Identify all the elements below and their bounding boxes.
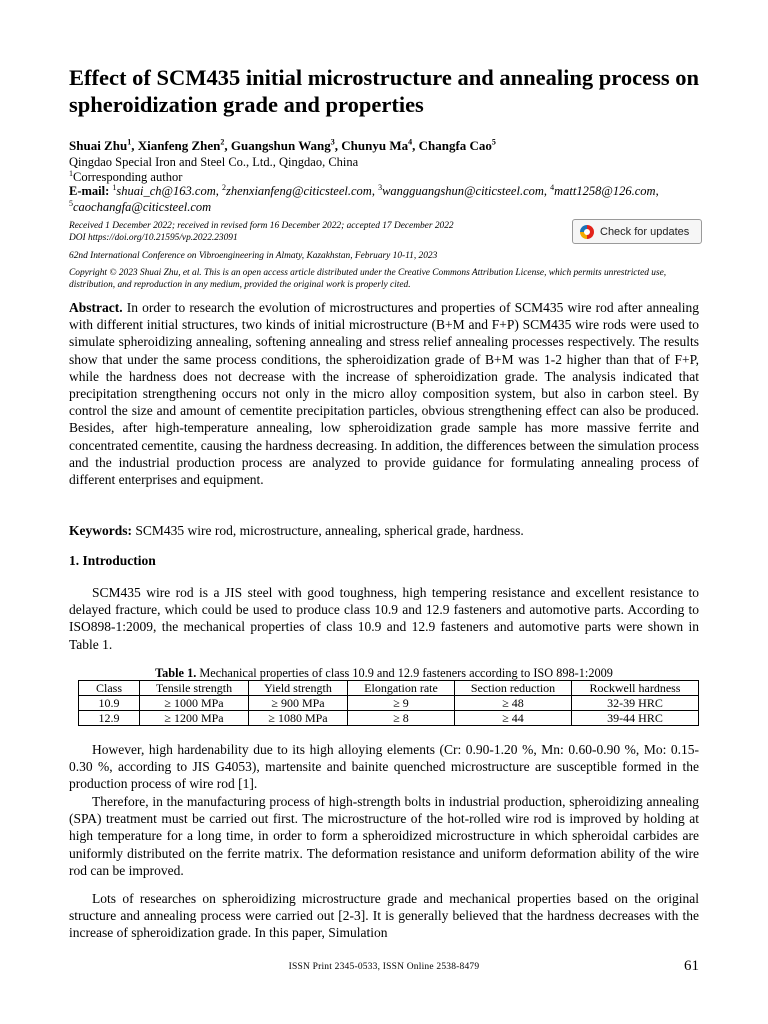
table-cell: ≥ 1000 MPa <box>140 696 249 711</box>
email-link[interactable]: wangguangshun@citicsteel.com <box>382 184 544 198</box>
keywords <box>69 522 699 539</box>
table-cell: ≥ 8 <box>348 711 455 726</box>
page-footer: ISSN Print 2345-0533, ISSN Online 2538-8479 <box>288 962 480 972</box>
conference-info: 62nd International Conference on Vibroengineering in Almaty, Kazakhstan, February 10-11, 2023 <box>69 251 438 261</box>
author: Shuai Zhu <box>69 138 128 153</box>
email-link[interactable]: matt1258@126.com <box>554 184 656 198</box>
table-cell: ≥ 9 <box>348 696 455 711</box>
author: Chunyu Ma <box>341 138 409 153</box>
column-header: Section reduction <box>455 681 572 696</box>
email-label: E-mail: <box>69 184 110 198</box>
abstract-text: In order to research the evolution of microstructures and properties of SCM435 wire rod after annealing with different initial structures, two kinds of initial microstructure (B+M and F+P) SCM435 wire rods were used to simulate spheroidizing annealing, softening annealing and stress relief annealing processes respectively. The results show that under the same process conditions, the spheroidization grade of B+M was 1-2 higher than that of F+P, while the hardness does not decrease with the increase of spheroidization grade. The analysis indicated that precipitation strengthening occurs not only in the micro alloy composition system, but also in carbon steel. By control the size and amount of cementite precipitation particles, obvious strengthening effect can also be produced. Besides, after high-temperature annealing, low spheroidization grade sample has more massive ferrite and concentrated cementite, causing the hardness decreasing. In addition, the differences between the simulation process and the industrial production process are analyzed to provide guidance for formulating annealing process of different enterprises and equipment. <box>69 300 700 488</box>
crossmark-icon <box>580 225 594 239</box>
table-cell: 12.9 <box>79 711 140 726</box>
column-header: Yield strength <box>249 681 348 696</box>
abstract <box>69 299 699 488</box>
table-cell: ≥ 900 MPa <box>249 696 348 711</box>
check-for-updates-label: Check for updates <box>600 225 690 238</box>
table-cell: ≥ 48 <box>455 696 572 711</box>
affiliation: Qingdao Special Iron and Steel Co., Ltd., Qingdao, China <box>69 155 359 169</box>
paragraph: SCM435 wire rod is a JIS steel with good toughness, high tempering resistance and excellent resistance to delayed fracture, which could be used to produce class 10.9 and 12.9 fasteners and automotive parts. According to ISO898-1:2009, the mechanical properties of class 10.9 and 12.9 fasteners and automotive parts were shown in Table 1. <box>69 585 699 652</box>
keywords-text: SCM435 wire rod, microstructure, annealing, spherical grade, hardness. <box>135 523 524 538</box>
table-cell: ≥ 1080 MPa <box>249 711 348 726</box>
keywords-label: Keywords: <box>69 523 132 538</box>
copyright-notice: Copyright © 2023 Shuai Zhu, et al. This is an open access article distributed under the Creative Commons Attribution License, which permits unrestricted use, distribution, and reproduction in any medium, provided the original work is properly cited. <box>69 268 667 290</box>
table-header-row <box>79 681 699 696</box>
author: Guangshun Wang <box>230 138 331 153</box>
received-dates: Received 1 December 2022; received in revised form 16 December 2022; accepted 17 December 2022 <box>69 221 454 231</box>
paragraph: Lots of researches on spheroidizing microstructure grade and mechanical properties based on the original structure and annealing process were carried out [2-3]. It is generally believed that the hardness decreases with the increase of spheroidization grade. In this paper, Simulation <box>69 891 699 941</box>
mechanical-properties-table <box>78 680 699 726</box>
corresponding-author: $^1$Corresponding author <box>69 168 183 184</box>
paragraph: Therefore, in the manufacturing process of high-strength bolts in industrial production, spheroidizing annealing (SPA) treatment must be carried out first. The microstructure of the hot-rolled wire rod is improved by holding at high temperature for a long time, in order to form a spheroidized microstructure in which spheroidal carbides are uniformly distributed on the ferrite matrix. The deformation resistance and uniform deformation ability of the wire rod can be improved. <box>69 794 699 878</box>
check-for-updates-button[interactable] <box>572 219 702 244</box>
author: Changfa Cao <box>418 138 492 153</box>
author: Xianfeng Zhen <box>137 138 221 153</box>
paragraph: However, high hardenability due to its high alloying elements (Cr: 0.90-1.20 %, Mn: 0.60-0.90 %, Mo: 0.15-0.30 %, according to JIS G4053), martensite and bainite quenched microstructure are susceptible formed in the production process of wire rod [1]. <box>69 742 699 792</box>
author-list: Shuai Zhu$^1$, Xianfeng Zhen$^2$, Guangshun Wang$^3$, Chunyu Ma$^4$, Changfa Cao$^5$ <box>69 137 496 153</box>
page-number: 61 <box>684 958 699 974</box>
section-heading: 1. Introduction <box>69 553 156 568</box>
affiliation-block <box>69 155 358 185</box>
table-cell: 32-39 HRC <box>572 696 699 711</box>
column-header: Class <box>79 681 140 696</box>
table-cell: 10.9 <box>79 696 140 711</box>
table-row <box>79 711 699 726</box>
column-header: Elongation rate <box>348 681 455 696</box>
email-link[interactable]: zhenxianfeng@citicsteel.com <box>226 184 372 198</box>
abstract-label: Abstract. <box>69 300 123 315</box>
table-cell: 39-44 HRC <box>572 711 699 726</box>
email-link[interactable]: shuai_ch@163.com <box>116 184 216 198</box>
table-row <box>79 696 699 711</box>
table-cell: ≥ 44 <box>455 711 572 726</box>
doi-link[interactable]: DOI https://doi.org/10.21595/vp.2022.23091 <box>69 233 238 243</box>
paper-title: Effect of SCM435 initial microstructure and annealing process on spheroidization grade and properties <box>69 65 699 117</box>
table-cell: ≥ 1200 MPa <box>140 711 249 726</box>
column-header: Tensile strength <box>140 681 249 696</box>
column-header: Rockwell hardness <box>572 681 699 696</box>
email-block: E-mail: $^1$shuai_ch@163.com, $^2$zhenxianfeng@citicsteel.com, $^3$wangguangshun@citicsteel.com, $^4$matt1258@126.com, $^5$caochangfa@citicsteel.com <box>69 182 659 214</box>
table-caption: Table 1. Mechanical properties of class 10.9 and 12.9 fasteners according to ISO 898-1:2009 <box>155 666 613 680</box>
email-link[interactable]: caochangfa@citicsteel.com <box>73 199 212 214</box>
